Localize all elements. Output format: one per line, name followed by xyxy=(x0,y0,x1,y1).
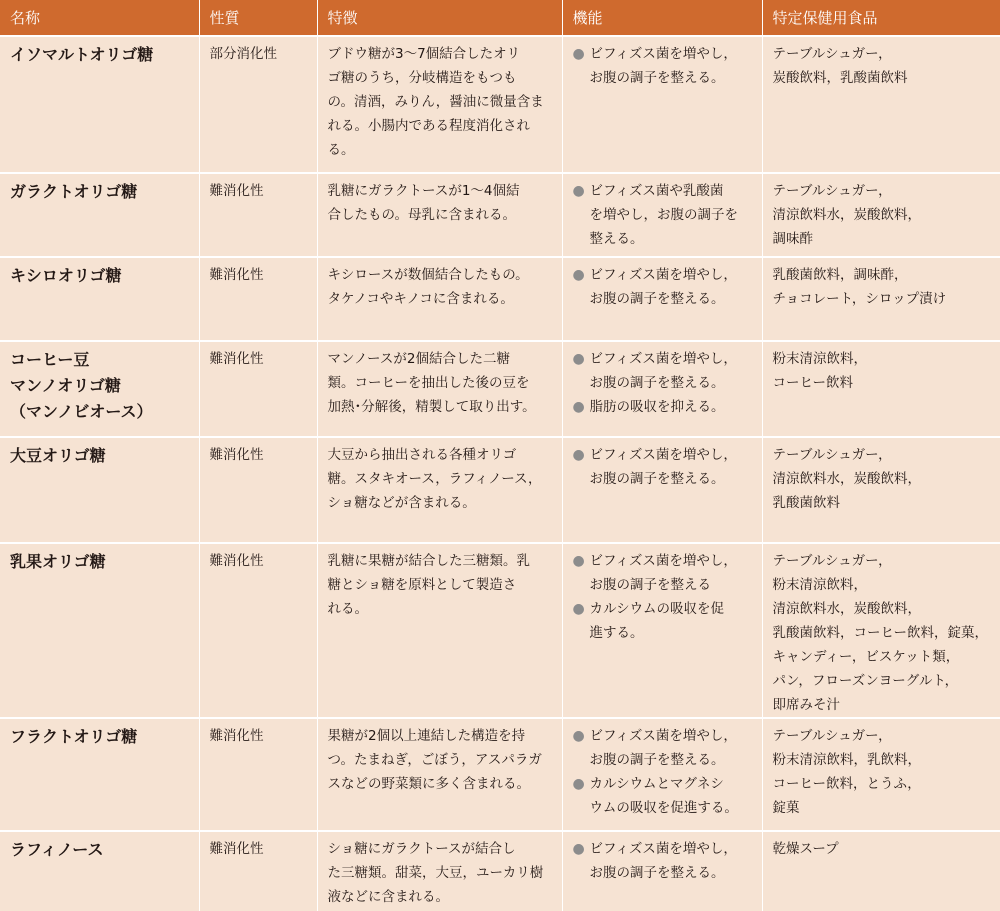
function-text xyxy=(590,837,752,885)
table-header xyxy=(0,0,1000,36)
feature-line: の。清酒，みりん，醤油に微量含ま xyxy=(327,94,544,110)
table-row xyxy=(0,437,1000,543)
bullet-icon: ● xyxy=(572,447,585,463)
food-line: テーブルシュガー， xyxy=(772,553,892,569)
food-line: テーブルシュガー， xyxy=(772,728,892,744)
cell-feature xyxy=(317,718,562,831)
feature-line: 糖。スタキオース，ラフィノース， xyxy=(327,471,542,487)
food-line: パン，フローズンヨーグルト， xyxy=(772,673,959,689)
function-item xyxy=(573,395,752,419)
function-text xyxy=(590,724,752,772)
cell-feature xyxy=(317,173,562,257)
function-line: 整える。 xyxy=(589,231,644,247)
function-item xyxy=(573,347,752,395)
feature-line: タケノコやキノコに含まれる。 xyxy=(327,291,514,307)
bullet-icon: ● xyxy=(572,841,585,857)
header-property: 性質 xyxy=(199,0,317,36)
header-feature: 特徴 xyxy=(317,0,562,36)
function-line: ウムの吸収を促進する。 xyxy=(589,800,738,816)
feature-line: 糖とショ糖を原料として製造さ xyxy=(327,577,517,593)
table-row xyxy=(0,831,1000,911)
function-item xyxy=(573,724,752,772)
function-text xyxy=(590,549,752,597)
food-line: 粉末清涼飲料， xyxy=(772,351,867,367)
function-line: お腹の調子を整える xyxy=(589,577,711,593)
feature-line: ブドウ糖が3～7個結合したオリ xyxy=(327,46,521,62)
name-line: （マンノビオース） xyxy=(10,402,153,421)
table-row xyxy=(0,718,1000,831)
cell-feature xyxy=(317,341,562,437)
cell-function xyxy=(562,831,762,911)
feature-line: 乳糖にガラクトースが1～4個結 xyxy=(327,183,520,199)
cell-feature xyxy=(317,831,562,911)
cell-name xyxy=(0,173,199,257)
cell-feature xyxy=(317,257,562,341)
food-line: 即席みそ汁 xyxy=(772,697,840,713)
cell-feature xyxy=(317,543,562,718)
table-row xyxy=(0,173,1000,257)
cell-name xyxy=(0,36,199,173)
cell-feature xyxy=(317,437,562,543)
feature-line: 液などに含まれる。 xyxy=(327,889,449,905)
feature-line: 加熱･分解後，精製して取り出す。 xyxy=(327,399,536,415)
cell-foods xyxy=(762,36,1000,173)
name-line: コーヒー豆 xyxy=(10,350,90,369)
food-line: 清涼飲料水，炭酸飲料， xyxy=(772,471,921,487)
food-line: 乳酸菌飲料，コーヒー飲料，錠菓， xyxy=(772,625,988,641)
cell-property: 難消化性 xyxy=(199,543,317,718)
function-item xyxy=(573,179,752,251)
function-text xyxy=(590,443,752,491)
cell-foods xyxy=(762,437,1000,543)
feature-line: ショ糖にガラクトースが結合し xyxy=(327,841,516,857)
cell-foods xyxy=(762,173,1000,257)
function-text xyxy=(590,395,752,419)
food-line: テーブルシュガー， xyxy=(772,46,892,62)
feature-line: る。 xyxy=(327,142,355,158)
function-line: を増やし，お腹の調子を xyxy=(589,207,738,223)
feature-line: れる。小腸内である程度消化され xyxy=(327,118,530,134)
name-line: ガラクトオリゴ糖 xyxy=(10,182,138,201)
cell-property: 部分消化性 xyxy=(199,36,317,173)
function-line: ビフィズス菌を増やし， xyxy=(589,841,737,857)
function-line: ビフィズス菌を増やし， xyxy=(589,46,737,62)
function-line: お腹の調子を整える。 xyxy=(589,291,725,307)
feature-line: 類。コーヒーを抽出した後の豆を xyxy=(327,375,530,391)
function-line: ビフィズス菌を増やし， xyxy=(589,447,737,463)
bullet-icon: ● xyxy=(572,267,585,283)
cell-property: 難消化性 xyxy=(199,718,317,831)
table-row xyxy=(0,36,1000,173)
bullet-icon: ● xyxy=(572,728,585,744)
feature-line: スなどの野菜類に多く含まれる。 xyxy=(327,776,530,792)
function-text xyxy=(590,263,752,311)
feature-line: 合したもの。母乳に含まれる。 xyxy=(327,207,516,223)
feature-line: 大豆から抽出される各種オリゴ xyxy=(327,447,517,463)
food-line: テーブルシュガー， xyxy=(772,447,892,463)
cell-name xyxy=(0,718,199,831)
name-line: キシロオリゴ糖 xyxy=(10,266,122,285)
function-text xyxy=(590,597,752,645)
cell-function xyxy=(562,36,762,173)
cell-foods xyxy=(762,718,1000,831)
feature-line: ショ糖などが含まれる。 xyxy=(327,495,476,511)
name-line: 大豆オリゴ糖 xyxy=(10,446,106,465)
function-item xyxy=(573,263,752,311)
name-line: ラフィノース xyxy=(10,840,104,859)
food-line: コーヒー飲料，とうふ， xyxy=(772,776,921,792)
cell-property: 難消化性 xyxy=(199,173,317,257)
table-row xyxy=(0,341,1000,437)
cell-foods xyxy=(762,341,1000,437)
function-text xyxy=(590,42,752,90)
cell-function xyxy=(562,437,762,543)
cell-name xyxy=(0,437,199,543)
feature-line: 果糖が2個以上連結した構造を持 xyxy=(327,728,526,744)
food-line: 錠菓 xyxy=(772,800,800,816)
food-line: 粉末清涼飲料， xyxy=(772,577,867,593)
cell-property: 難消化性 xyxy=(199,341,317,437)
bullet-icon: ● xyxy=(572,601,585,617)
header-foods: 特定保健用食品 xyxy=(762,0,1000,36)
function-item xyxy=(573,772,752,820)
food-line: チョコレート，シロップ漬け xyxy=(772,291,947,307)
food-line: 炭酸飲料，乳酸菌飲料 xyxy=(772,70,908,86)
cell-foods xyxy=(762,831,1000,911)
food-line: 乳酸菌飲料，調味酢， xyxy=(772,267,908,283)
function-line: お腹の調子を整える。 xyxy=(589,752,725,768)
cell-function xyxy=(562,718,762,831)
function-line: 脂肪の吸収を抑える。 xyxy=(589,399,725,415)
cell-property: 難消化性 xyxy=(199,831,317,911)
feature-line: キシロースが数個結合したもの。 xyxy=(327,267,529,283)
table-body xyxy=(0,36,1000,911)
function-text xyxy=(590,179,752,251)
cell-property: 難消化性 xyxy=(199,257,317,341)
food-line: 乾燥スープ xyxy=(772,841,839,857)
cell-function xyxy=(562,257,762,341)
name-line: イソマルトオリゴ糖 xyxy=(10,45,154,64)
cell-name xyxy=(0,257,199,341)
feature-line: ゴ糖のうち，分岐構造をもつも xyxy=(327,70,517,86)
function-text xyxy=(590,772,752,820)
cell-name xyxy=(0,831,199,911)
function-line: お腹の調子を整える。 xyxy=(589,865,725,881)
food-line: 調味酢 xyxy=(772,231,813,247)
header-name: 名称 xyxy=(0,0,199,36)
cell-function xyxy=(562,543,762,718)
cell-feature xyxy=(317,36,562,173)
table-row xyxy=(0,257,1000,341)
cell-foods xyxy=(762,543,1000,718)
food-line: 粉末清涼飲料，乳飲料， xyxy=(772,752,921,768)
header-row xyxy=(0,0,1000,36)
function-line: 進する。 xyxy=(589,625,644,641)
function-line: お腹の調子を整える。 xyxy=(589,70,725,86)
food-line: 清涼飲料水，炭酸飲料， xyxy=(772,207,921,223)
bullet-icon: ● xyxy=(572,399,585,415)
cell-name xyxy=(0,341,199,437)
function-line: カルシウムの吸収を促 xyxy=(589,601,725,617)
function-text xyxy=(590,347,752,395)
cell-function xyxy=(562,341,762,437)
function-line: ビフィズス菌や乳酸菌 xyxy=(589,183,724,199)
function-item xyxy=(573,549,752,597)
feature-line: れる。 xyxy=(327,601,368,617)
name-line: マンノオリゴ糖 xyxy=(10,376,121,395)
function-line: ビフィズス菌を増やし， xyxy=(589,728,737,744)
food-line: 清涼飲料水，炭酸飲料， xyxy=(772,601,921,617)
header-function: 機能 xyxy=(562,0,762,36)
feature-line: マンノースが2個結合した二糖 xyxy=(327,351,510,367)
bullet-icon: ● xyxy=(572,183,585,199)
bullet-icon: ● xyxy=(572,46,585,62)
name-line: フラクトオリゴ糖 xyxy=(10,727,138,746)
cell-foods xyxy=(762,257,1000,341)
food-line: 乳酸菌飲料 xyxy=(772,495,840,511)
function-item xyxy=(573,42,752,90)
cell-function xyxy=(562,173,762,257)
feature-line: つ。たまねぎ，ごぼう，アスパラガ xyxy=(327,752,542,768)
bullet-icon: ● xyxy=(572,776,585,792)
name-line: 乳果オリゴ糖 xyxy=(10,552,106,571)
function-item xyxy=(573,597,752,645)
food-line: テーブルシュガー， xyxy=(772,183,892,199)
function-line: ビフィズス菌を増やし， xyxy=(589,267,737,283)
function-line: ビフィズス菌を増やし， xyxy=(589,351,737,367)
feature-line: 乳糖に果糖が結合した三糖類。乳 xyxy=(327,553,530,569)
bullet-icon: ● xyxy=(572,351,585,367)
function-item xyxy=(573,443,752,491)
food-line: コーヒー飲料 xyxy=(772,375,853,391)
food-line: キャンディー，ビスケット類， xyxy=(772,649,960,665)
feature-line: た三糖類。甜菜，大豆，ユーカリ樹 xyxy=(327,865,544,881)
function-line: お腹の調子を整える。 xyxy=(589,471,725,487)
cell-property: 難消化性 xyxy=(199,437,317,543)
function-line: お腹の調子を整える。 xyxy=(589,375,725,391)
function-line: カルシウムとマグネシ xyxy=(589,776,724,792)
table-row xyxy=(0,543,1000,718)
cell-name xyxy=(0,543,199,718)
bullet-icon: ● xyxy=(572,553,585,569)
function-item xyxy=(573,837,752,885)
function-line: ビフィズス菌を増やし， xyxy=(589,553,737,569)
